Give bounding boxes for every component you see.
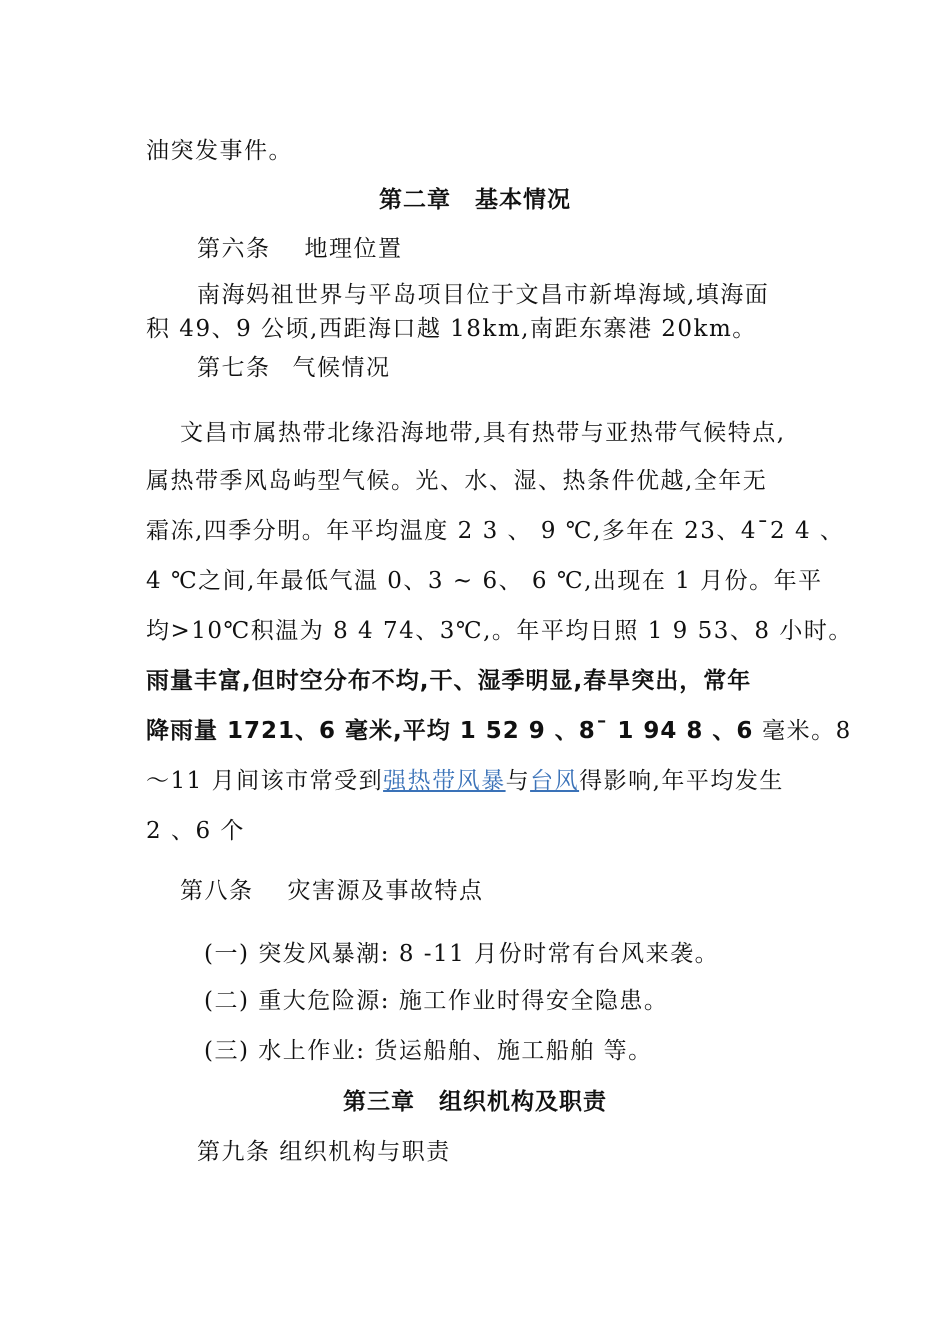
article-6-heading: [197, 234, 403, 264]
hazard-item-1: (一) 突发风暴潮: 8 -11 月份时常有台风来袭。: [204, 941, 720, 967]
climate-line-8: [146, 766, 784, 796]
climate-line-4: 4 ℃之间,年最低气温 0、3 ~ 6、 6 ℃,出现在 1 月份。年平: [146, 568, 823, 594]
chapter-3-heading: 第三章 组织机构及职责: [343, 1089, 607, 1115]
rainfall-tail-text: 毫米。8: [753, 718, 852, 744]
article-8-heading: [180, 876, 484, 906]
paragraph-ending: 油突发事件。: [146, 138, 293, 164]
climate-line-8-mid: 与: [505, 768, 531, 794]
article-8-title: 灾害源及事故特点: [287, 878, 484, 904]
article-8-label: 第八条: [180, 878, 254, 904]
hazard-item-2: (二) 重大危险源: 施工作业时得安全隐患。: [204, 988, 669, 1014]
climate-line-2: 属热带季风岛屿型气候。光、水、湿、热条件优越,全年无: [146, 468, 768, 494]
article-7-heading: [197, 353, 391, 383]
rainfall-bold-text: 降雨量 1721、6 毫米,平均 1 52 9 、8¯ 1 94 8 、6: [146, 718, 754, 744]
climate-line-5: 均>10℃积温为 8 4 74、3℃,。年平均日照 1 9 53、8 小时。: [146, 618, 853, 644]
article-6-label: 第六条: [197, 236, 271, 262]
climate-line-6: 雨量丰富,但时空分布不均,干、湿季明显,春旱突出，常年: [146, 668, 752, 694]
climate-line-7: [146, 716, 852, 746]
climate-line-3: 霜冻,四季分明。年平均温度 2 3 、 9 ℃,多年在 23、4¯2 4 、: [146, 518, 845, 544]
climate-line-8-post: 得影响,年平均发生: [579, 768, 784, 794]
typhoon-link[interactable]: 台风: [530, 768, 580, 794]
article-7-title: 气候情况: [292, 355, 391, 381]
location-line-2: 积 49、9 公顷,西距海口越 18km,南距东寨港 20km。: [146, 316, 757, 342]
climate-line-1: 文昌市属热带北缘沿海地带,具有热带与亚热带气候特点,: [180, 420, 786, 446]
climate-line-9: 2 、6 个: [146, 818, 245, 844]
article-6-title: 地理位置: [304, 236, 403, 262]
tropical-storm-link[interactable]: 强热带风暴: [383, 768, 506, 794]
chapter-2-heading: 第二章 基本情况: [379, 187, 571, 213]
article-7-label: 第七条: [197, 355, 271, 381]
article-9-heading: 第九条 组织机构与职责: [197, 1139, 451, 1165]
hazard-item-3: (三) 水上作业: 货运船舶、施工船舶 等。: [204, 1038, 653, 1064]
location-line-1: 南海妈祖世界与平岛项目位于文昌市新埠海域,填海面: [197, 282, 770, 308]
climate-line-8-pre: ～11 月间该市常受到: [146, 768, 384, 794]
